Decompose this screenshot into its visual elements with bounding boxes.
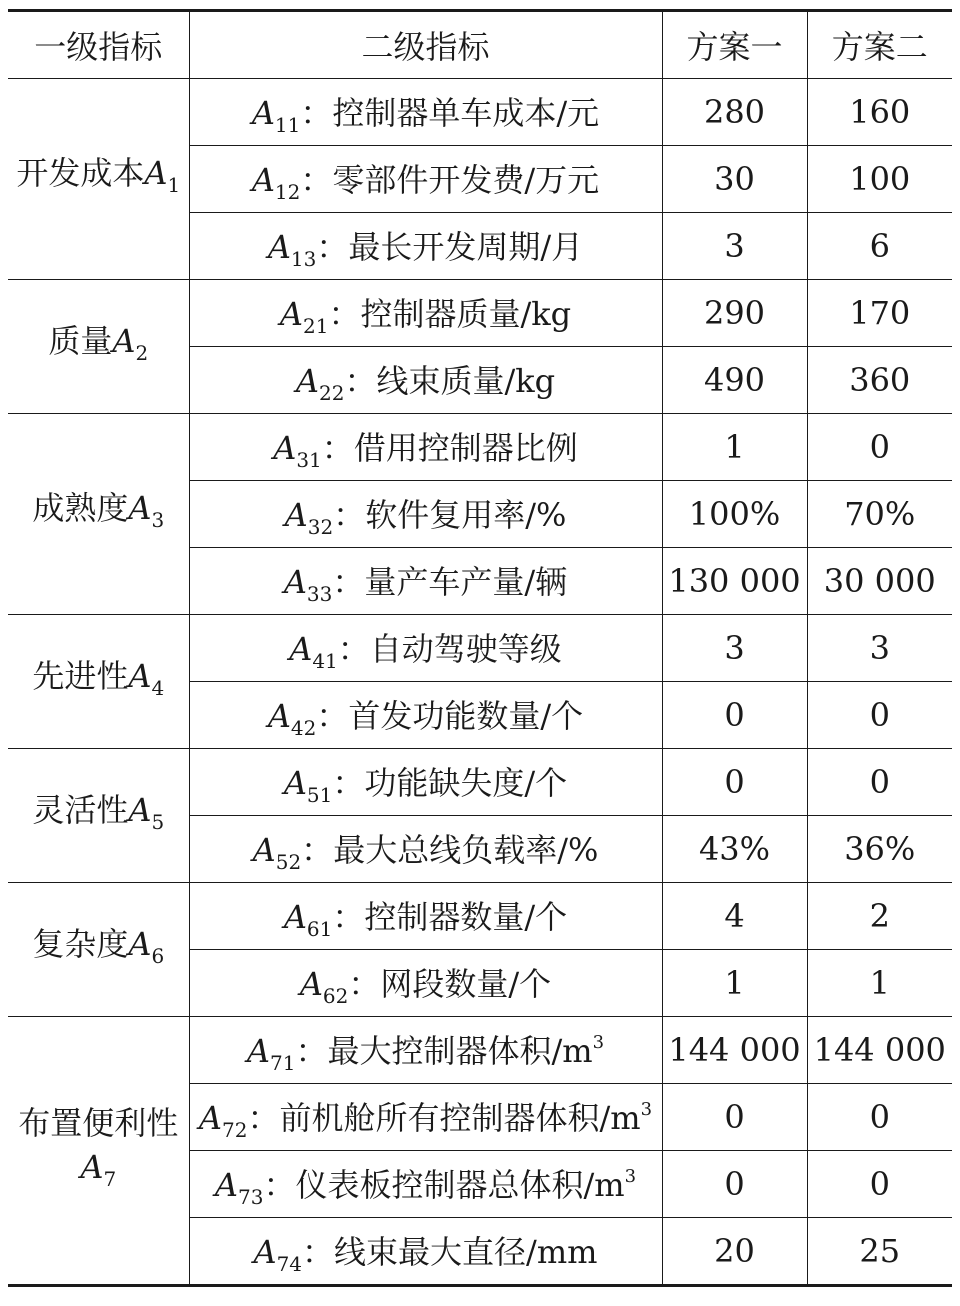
scheme1-value: 30 bbox=[662, 146, 807, 213]
scheme2-value: 0 bbox=[807, 682, 952, 749]
indicator-var: A bbox=[267, 696, 291, 735]
group-cell bbox=[8, 883, 189, 1017]
scheme2-value: 170 bbox=[807, 280, 952, 347]
scheme2-value: 3 bbox=[807, 615, 952, 682]
indicator-var: A bbox=[283, 897, 307, 936]
indicator-var: A bbox=[246, 1031, 271, 1070]
group-cell bbox=[8, 615, 189, 749]
scheme2-value: 360 bbox=[807, 347, 952, 414]
indicator-var: A bbox=[251, 93, 275, 132]
indicator-var: A bbox=[252, 830, 276, 869]
table-row bbox=[8, 1017, 952, 1084]
indicator-label: 软件复用率/% bbox=[365, 495, 567, 534]
header-level2: 二级指标 bbox=[189, 11, 662, 79]
indicator-sub: 61 bbox=[306, 916, 333, 941]
indicator-label: 量产车产量/辆 bbox=[364, 562, 568, 601]
scheme1-value: 490 bbox=[662, 347, 807, 414]
group-sub: 4 bbox=[151, 675, 165, 700]
group-name: 先进性 bbox=[32, 656, 129, 695]
group-name: 布置便利性 bbox=[18, 1103, 179, 1142]
indicator-cell: $A_{72}$：前机舱所有控制器体积$/m^3$ bbox=[189, 1084, 662, 1151]
indicator-table bbox=[8, 9, 952, 1287]
indicator-cell: $A_{51}$：功能缺失度/个 bbox=[189, 749, 662, 816]
indicator-cell: $A_{71}$：最大控制器体积$/m^3$ bbox=[189, 1017, 662, 1084]
indicator-label: 最长开发周期/月 bbox=[348, 227, 584, 266]
table-row bbox=[8, 883, 952, 950]
indicator-var: A bbox=[283, 562, 307, 601]
indicator-cell: $A_{13}$：最长开发周期/月 bbox=[189, 213, 662, 280]
group-var: A bbox=[128, 790, 152, 829]
table-body bbox=[8, 79, 952, 1286]
indicator-sub: 51 bbox=[306, 782, 333, 807]
indicator-var: A bbox=[284, 495, 308, 534]
group-cell bbox=[8, 749, 189, 883]
indicator-sub: 33 bbox=[306, 581, 333, 606]
indicator-sub: 11 bbox=[274, 112, 301, 137]
indicator-cell: $A_{74}$：线束最大直径/mm bbox=[189, 1218, 662, 1286]
table-row bbox=[8, 749, 952, 816]
group-var: A bbox=[128, 656, 152, 695]
group-var: A bbox=[128, 489, 152, 527]
group-name: 灵活性 bbox=[32, 790, 129, 829]
indicator-cell: $A_{41}$：自动驾驶等级 bbox=[189, 615, 662, 682]
indicator-cell: $A_{33}$：量产车产量/辆 bbox=[189, 548, 662, 615]
indicator-cell: $A_{31}$：借用控制器比例 bbox=[189, 414, 662, 481]
indicator-label: 控制器数量/个 bbox=[364, 897, 568, 936]
group-var: A bbox=[112, 321, 136, 360]
indicator-label: 最大总线负载率/% bbox=[333, 830, 599, 869]
scheme2-value: 30 000 bbox=[807, 548, 952, 615]
indicator-var: A bbox=[253, 1232, 277, 1271]
group-var: A bbox=[80, 1147, 104, 1186]
scheme1-value: 0 bbox=[662, 682, 807, 749]
scheme1-value: 3 bbox=[662, 213, 807, 280]
scheme1-value: 144 000 bbox=[662, 1017, 807, 1084]
indicator-cell: $A_{21}$：控制器质量/kg bbox=[189, 280, 662, 347]
scheme1-value: 100% bbox=[662, 481, 807, 548]
group-cell bbox=[8, 280, 189, 414]
scheme2-value: 36% bbox=[807, 816, 952, 883]
indicator-cell: $A_{73}$：仪表板控制器总体积$/m^3$ bbox=[189, 1151, 662, 1218]
header-row bbox=[8, 11, 952, 79]
header-level1: 一级指标 bbox=[8, 11, 189, 79]
indicator-label: 最大控制器体积/m bbox=[327, 1031, 593, 1070]
indicator-label: 功能缺失度/个 bbox=[364, 763, 568, 802]
group-cell bbox=[8, 79, 189, 280]
indicator-cell: $A_{22}$：线束质量/kg bbox=[189, 347, 662, 414]
scheme1-value: 0 bbox=[662, 1084, 807, 1151]
scheme1-value: 0 bbox=[662, 749, 807, 816]
scheme2-value: 1 bbox=[807, 950, 952, 1017]
indicator-sub: 71 bbox=[270, 1050, 296, 1075]
indicator-var: A bbox=[289, 629, 313, 668]
scheme2-value: 100 bbox=[807, 146, 952, 213]
scheme1-value: 130 000 bbox=[662, 548, 807, 615]
indicator-var: A bbox=[295, 361, 319, 400]
indicator-cell: $A_{52}$：最大总线负载率/% bbox=[189, 816, 662, 883]
scheme1-value: 1 bbox=[662, 414, 807, 481]
indicator-sub: 13 bbox=[290, 246, 317, 271]
indicator-label: 线束质量/kg bbox=[376, 361, 556, 400]
scheme2-value: 144 000 bbox=[807, 1017, 952, 1084]
indicator-sub: 62 bbox=[322, 983, 349, 1008]
indicator-label: 网段数量/个 bbox=[380, 964, 552, 1003]
group-var: A bbox=[128, 924, 152, 963]
group-sub: 1 bbox=[167, 173, 181, 197]
group-name: 开发成本 bbox=[16, 154, 145, 192]
indicator-sub: 52 bbox=[275, 849, 302, 874]
scheme2-value: 0 bbox=[807, 1084, 952, 1151]
indicator-cell: $A_{42}$：首发功能数量/个 bbox=[189, 682, 662, 749]
scheme1-value: 1 bbox=[662, 950, 807, 1017]
header-scheme1: 方案一 bbox=[662, 11, 807, 79]
unit-exponent: 3 bbox=[624, 1165, 637, 1187]
indicator-label: 线束最大直径/mm bbox=[334, 1232, 598, 1271]
indicator-sub: 42 bbox=[290, 715, 317, 740]
indicator-var: A bbox=[214, 1165, 239, 1204]
scheme1-value: 4 bbox=[662, 883, 807, 950]
indicator-var: A bbox=[299, 964, 323, 1003]
group-name: 复杂度 bbox=[32, 924, 129, 963]
indicator-label: 首发功能数量/个 bbox=[348, 696, 584, 735]
group-sub: 3 bbox=[151, 508, 165, 532]
scheme1-value: 43% bbox=[662, 816, 807, 883]
indicator-sub: 72 bbox=[222, 1117, 248, 1142]
indicator-label: 自动驾驶等级 bbox=[369, 629, 562, 668]
scheme1-value: 290 bbox=[662, 280, 807, 347]
scheme1-value: 20 bbox=[662, 1218, 807, 1286]
indicator-label: 借用控制器比例 bbox=[353, 428, 578, 467]
group-var: A bbox=[144, 154, 168, 192]
table-row bbox=[8, 79, 952, 146]
indicator-var: A bbox=[251, 160, 275, 199]
table-row bbox=[8, 414, 952, 481]
indicator-sub: 73 bbox=[238, 1184, 264, 1209]
header-scheme2: 方案二 bbox=[807, 11, 952, 79]
indicator-var: A bbox=[283, 763, 307, 802]
indicator-var: A bbox=[198, 1098, 223, 1137]
scheme2-value: 6 bbox=[807, 213, 952, 280]
group-name: 质量 bbox=[48, 321, 113, 360]
indicator-sub: 32 bbox=[307, 514, 334, 539]
indicator-label: 零部件开发费/万元 bbox=[332, 160, 600, 199]
indicator-sub: 22 bbox=[318, 380, 345, 405]
scheme2-value: 0 bbox=[807, 1151, 952, 1218]
indicator-cell: $A_{12}$：零部件开发费/万元 bbox=[189, 146, 662, 213]
indicator-cell: $A_{11}$：控制器单车成本/元 bbox=[189, 79, 662, 146]
scheme2-value: 70% bbox=[807, 481, 952, 548]
table-row bbox=[8, 280, 952, 347]
group-cell bbox=[8, 414, 189, 615]
indicator-sub: 31 bbox=[296, 447, 322, 472]
scheme1-value: 0 bbox=[662, 1151, 807, 1218]
scheme2-value: 0 bbox=[807, 414, 952, 481]
table-row bbox=[8, 615, 952, 682]
unit-exponent: 3 bbox=[592, 1031, 605, 1053]
indicator-label: 控制器单车成本/元 bbox=[332, 93, 600, 132]
indicator-label: 仪表板控制器总体积/m bbox=[295, 1165, 625, 1204]
indicator-cell: $A_{61}$：控制器数量/个 bbox=[189, 883, 662, 950]
unit-exponent: 3 bbox=[640, 1098, 653, 1120]
group-sub: 2 bbox=[135, 340, 149, 365]
indicator-sub: 74 bbox=[276, 1251, 303, 1276]
indicator-var: A bbox=[273, 428, 297, 467]
scheme2-value: 2 bbox=[807, 883, 952, 950]
indicator-label: 前机舱所有控制器体积/m bbox=[279, 1098, 641, 1137]
scheme1-value: 280 bbox=[662, 79, 807, 146]
indicator-sub: 21 bbox=[302, 313, 329, 338]
scheme2-value: 160 bbox=[807, 79, 952, 146]
group-sub: 5 bbox=[151, 809, 165, 834]
indicator-cell: $A_{32}$：软件复用率/% bbox=[189, 481, 662, 548]
indicator-var: A bbox=[279, 294, 303, 333]
indicator-cell: $A_{62}$：网段数量/个 bbox=[189, 950, 662, 1017]
group-cell bbox=[8, 1017, 189, 1286]
group-sub: 7 bbox=[103, 1166, 117, 1191]
group-sub: 6 bbox=[151, 943, 165, 968]
indicator-var: A bbox=[267, 227, 291, 266]
group-name: 成熟度 bbox=[32, 489, 129, 527]
indicator-label: 控制器质量/kg bbox=[360, 294, 572, 333]
scheme2-value: 25 bbox=[807, 1218, 952, 1286]
scheme2-value: 0 bbox=[807, 749, 952, 816]
scheme1-value: 3 bbox=[662, 615, 807, 682]
indicator-sub: 12 bbox=[274, 179, 301, 204]
indicator-sub: 41 bbox=[312, 648, 338, 673]
